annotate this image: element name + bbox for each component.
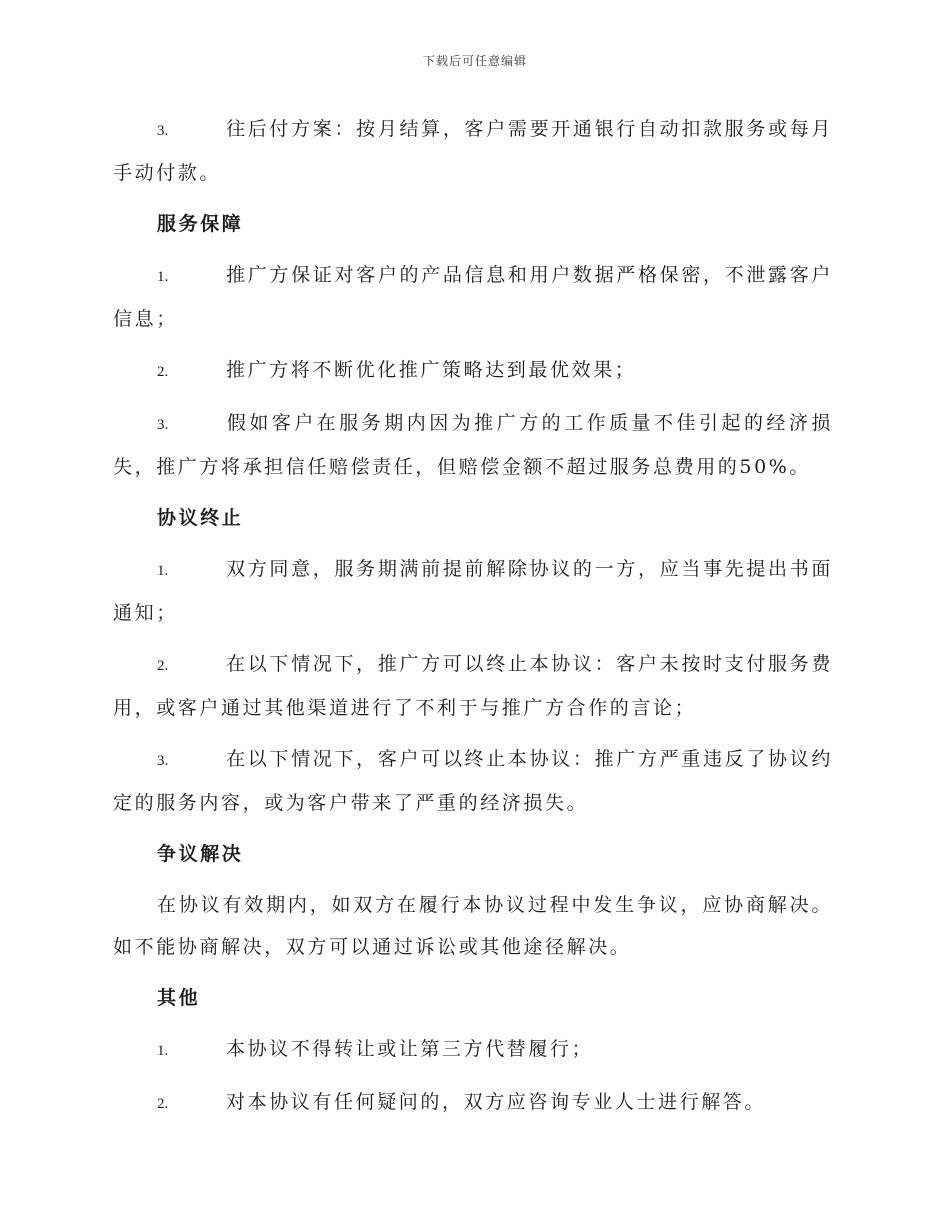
item-text: 本协议不得转让或让第三方代替履行； bbox=[226, 1038, 594, 1060]
list-item bbox=[113, 349, 833, 393]
item-text: 在以下情况下，客户可以终止本协议：推广方严重违反了协议约定的服务内容，或为客户带来了严重的经济损失。 bbox=[113, 748, 833, 814]
item-number: 2. bbox=[157, 1096, 169, 1112]
item-text: 在以下情况下，推广方可以终止本协议：客户未按时支付服务费用，或客户通过其他渠道进行了不利于与推广方合作的言论； bbox=[113, 653, 833, 719]
item-number: 2. bbox=[157, 658, 169, 674]
item-text: 推广方保证对客户的产品信息和用户数据严格保密，不泄露客户信息； bbox=[113, 264, 833, 330]
page-header: 下载后可任意编辑 bbox=[422, 54, 527, 68]
list-item bbox=[113, 108, 833, 194]
list-item bbox=[113, 254, 833, 340]
item-number: 3. bbox=[157, 123, 169, 139]
item-text: 双方同意，服务期满前提前解除协议的一方，应当事先提出书面通知； bbox=[113, 558, 833, 624]
section-heading-other: 其他 bbox=[157, 987, 201, 1009]
item-text: 假如客户在服务期内因为推广方的工作质量不佳引起的经济损失，推广方将承担信任赔偿责任，但赔偿金额不超过服务总费用的50%。 bbox=[113, 412, 833, 478]
section-paragraph: 在协议有效期内，如双方在履行本协议过程中发生争议，应协商解决。如不能协商解决，双方可以通过诉讼或其他途径解决。 bbox=[113, 894, 833, 958]
section-heading-dispute-resolution: 争议解决 bbox=[157, 843, 244, 865]
item-number: 2. bbox=[157, 364, 169, 380]
list-item bbox=[113, 1081, 833, 1125]
section-heading-service-guarantee: 服务保障 bbox=[157, 213, 244, 235]
item-text: 推广方将不断优化推广策略达到最优效果； bbox=[226, 359, 637, 381]
item-text: 往后付方案：按月结算，客户需要开通银行自动扣款服务或每月手动付款。 bbox=[113, 118, 833, 184]
list-item bbox=[113, 643, 833, 729]
item-number: 1. bbox=[157, 1043, 169, 1059]
item-number: 3. bbox=[157, 753, 169, 769]
section-heading-termination: 协议终止 bbox=[157, 507, 244, 529]
list-item bbox=[113, 402, 833, 488]
item-text: 对本协议有任何疑问的，双方应咨询专业人士进行解答。 bbox=[226, 1091, 767, 1113]
item-number: 1. bbox=[157, 269, 169, 285]
list-item bbox=[113, 548, 833, 634]
item-number: 1. bbox=[157, 563, 169, 579]
list-item bbox=[113, 738, 833, 824]
list-item bbox=[113, 1028, 833, 1072]
item-number: 3. bbox=[157, 417, 169, 433]
document-body bbox=[113, 108, 833, 1134]
